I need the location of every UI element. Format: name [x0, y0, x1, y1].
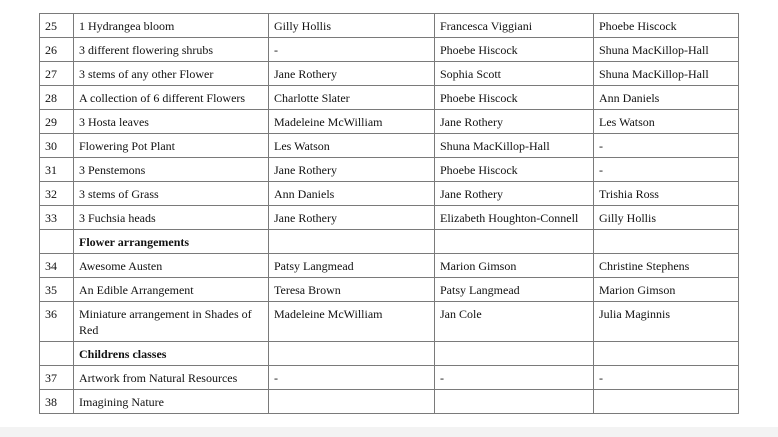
first-place-cell: -	[269, 366, 435, 390]
first-place-cell: Madeleine McWilliam	[269, 110, 435, 134]
first-place-cell	[269, 342, 435, 366]
class-number-cell: 25	[40, 14, 74, 38]
class-number-cell: 31	[40, 158, 74, 182]
third-place-cell: Gilly Hollis	[594, 206, 739, 230]
second-place-cell: Phoebe Hiscock	[435, 86, 594, 110]
third-place-cell: Christine Stephens	[594, 254, 739, 278]
first-place-cell: Jane Rothery	[269, 206, 435, 230]
class-number-cell: 29	[40, 110, 74, 134]
table-row	[40, 134, 739, 158]
page-bottom-band	[0, 427, 778, 437]
table-row	[40, 62, 739, 86]
class-number-cell: 34	[40, 254, 74, 278]
first-place-cell: Gilly Hollis	[269, 14, 435, 38]
class-name-cell: A collection of 6 different Flowers	[74, 86, 269, 110]
table-row	[40, 86, 739, 110]
results-table-body	[40, 14, 739, 414]
class-number-cell: 32	[40, 182, 74, 206]
class-name-cell: 3 stems of Grass	[74, 182, 269, 206]
first-place-cell: Jane Rothery	[269, 62, 435, 86]
class-name-cell: 3 stems of any other Flower	[74, 62, 269, 86]
class-number-cell	[40, 342, 74, 366]
third-place-cell	[594, 342, 739, 366]
table-row	[40, 206, 739, 230]
third-place-cell: Julia Maginnis	[594, 302, 739, 342]
table-row	[40, 158, 739, 182]
third-place-cell: Shuna MacKillop-Hall	[594, 62, 739, 86]
class-number-cell: 33	[40, 206, 74, 230]
third-place-cell: -	[594, 366, 739, 390]
second-place-cell: Elizabeth Houghton-Connell	[435, 206, 594, 230]
class-name-cell: 3 Hosta leaves	[74, 110, 269, 134]
class-name-cell: Childrens classes	[74, 342, 269, 366]
third-place-cell: Trishia Ross	[594, 182, 739, 206]
second-place-cell	[435, 342, 594, 366]
table-row	[40, 390, 739, 414]
second-place-cell	[435, 230, 594, 254]
class-number-cell: 28	[40, 86, 74, 110]
second-place-cell: -	[435, 366, 594, 390]
second-place-cell: Sophia Scott	[435, 62, 594, 86]
table-row	[40, 14, 739, 38]
first-place-cell: Charlotte Slater	[269, 86, 435, 110]
first-place-cell: Jane Rothery	[269, 158, 435, 182]
third-place-cell: Shuna MacKillop-Hall	[594, 38, 739, 62]
table-row	[40, 110, 739, 134]
class-name-cell: Imagining Nature	[74, 390, 269, 414]
first-place-cell	[269, 390, 435, 414]
section-header-row	[40, 342, 739, 366]
class-name-cell: 1 Hydrangea bloom	[74, 14, 269, 38]
class-number-cell: 37	[40, 366, 74, 390]
second-place-cell: Shuna MacKillop-Hall	[435, 134, 594, 158]
second-place-cell	[435, 390, 594, 414]
second-place-cell: Jane Rothery	[435, 182, 594, 206]
class-name-cell: An Edible Arrangement	[74, 278, 269, 302]
first-place-cell: Patsy Langmead	[269, 254, 435, 278]
results-table	[39, 13, 739, 414]
table-row	[40, 38, 739, 62]
second-place-cell: Phoebe Hiscock	[435, 38, 594, 62]
table-row	[40, 366, 739, 390]
first-place-cell: -	[269, 38, 435, 62]
class-number-cell: 30	[40, 134, 74, 158]
class-name-cell: 3 Penstemons	[74, 158, 269, 182]
class-name-cell: Miniature arrangement in Shades of Red	[74, 302, 269, 342]
third-place-cell	[594, 390, 739, 414]
table-row	[40, 302, 739, 342]
first-place-cell: Madeleine McWilliam	[269, 302, 435, 342]
class-name-cell: 3 Fuchsia heads	[74, 206, 269, 230]
third-place-cell: Les Watson	[594, 110, 739, 134]
class-number-cell: 27	[40, 62, 74, 86]
class-name-cell: Artwork from Natural Resources	[74, 366, 269, 390]
third-place-cell: Ann Daniels	[594, 86, 739, 110]
table-row	[40, 254, 739, 278]
table-row	[40, 182, 739, 206]
third-place-cell	[594, 230, 739, 254]
first-place-cell	[269, 230, 435, 254]
first-place-cell: Ann Daniels	[269, 182, 435, 206]
third-place-cell: -	[594, 158, 739, 182]
first-place-cell: Les Watson	[269, 134, 435, 158]
third-place-cell: -	[594, 134, 739, 158]
first-place-cell: Teresa Brown	[269, 278, 435, 302]
table-row	[40, 278, 739, 302]
class-number-cell: 36	[40, 302, 74, 342]
class-name-cell: 3 different flowering shrubs	[74, 38, 269, 62]
second-place-cell: Marion Gimson	[435, 254, 594, 278]
second-place-cell: Francesca Viggiani	[435, 14, 594, 38]
class-number-cell	[40, 230, 74, 254]
class-number-cell: 38	[40, 390, 74, 414]
class-number-cell: 26	[40, 38, 74, 62]
second-place-cell: Phoebe Hiscock	[435, 158, 594, 182]
section-header-row	[40, 230, 739, 254]
class-name-cell: Flower arrangements	[74, 230, 269, 254]
class-name-cell: Flowering Pot Plant	[74, 134, 269, 158]
third-place-cell: Phoebe Hiscock	[594, 14, 739, 38]
third-place-cell: Marion Gimson	[594, 278, 739, 302]
second-place-cell: Jan Cole	[435, 302, 594, 342]
second-place-cell: Patsy Langmead	[435, 278, 594, 302]
class-name-cell: Awesome Austen	[74, 254, 269, 278]
second-place-cell: Jane Rothery	[435, 110, 594, 134]
class-number-cell: 35	[40, 278, 74, 302]
